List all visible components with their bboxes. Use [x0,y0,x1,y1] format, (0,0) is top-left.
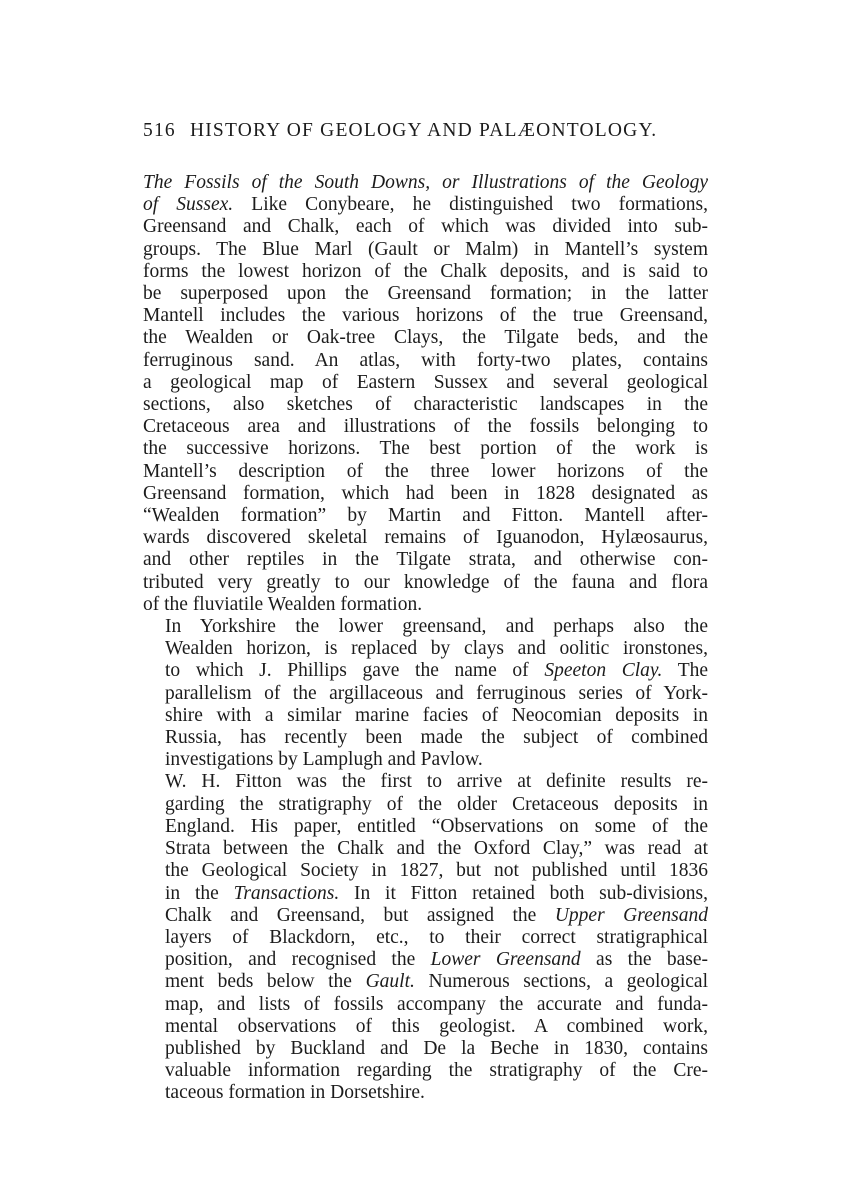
text-line [143,1082,708,1104]
italic-text: Gault. [365,971,415,993]
text-run: The [662,660,709,682]
paragraph [143,771,708,1104]
book-page [143,118,708,1105]
text-line [143,549,708,571]
text-run: W. H. Fitton was the first to arrive at definite results re- [165,771,708,793]
italic-text: The Fossils of the South Downs, or Illustrations of the Geology [143,172,708,193]
text-line [143,705,708,727]
text-line [143,794,708,816]
italic-text: Transactions. [233,882,340,904]
text-line [143,416,708,438]
text-run: layers of Blackdorn, etc., to their correct stratigraphical [165,926,708,948]
text-line [143,616,708,638]
text-run: garding the stratigraphy of the older Cretaceous deposits in [165,793,708,815]
text-run: shire with a similar marine facies of Neocomian deposits in [165,704,708,726]
text-run: Greensand and Chalk, each of which was divided into sub- [143,216,708,238]
body-text [143,172,708,1105]
text-line [143,927,708,949]
text-run: as the base- [580,949,708,971]
text-line [143,594,708,616]
text-run: map, and lists of fossils accompany the accurate and funda- [165,993,708,1015]
text-run: investigations by Lamplugh and Pavlow. [165,749,483,771]
text-run: the Geological Society in 1827, but not published until 1836 [165,860,708,882]
text-run: Like Conybeare, he distinguished two formations, [233,194,708,216]
text-run: Cretaceous area and illustrations of the fossils belonging to [143,416,708,438]
text-line [143,971,708,993]
text-line [143,305,708,327]
text-line [143,949,708,971]
text-run: the successive horizons. The best portion of the work is [143,438,708,460]
text-run: Wealden horizon, is replaced by clays and oolitic ironstones, [165,638,708,660]
text-line [143,483,708,505]
paragraph [143,172,708,616]
text-run: ment beds below the [165,971,366,993]
text-run: published by Buckland and De la Beche in 1830, contains [165,1037,708,1059]
text-run: wards discovered skeletal remains of Iguanodon, Hylæosaurus, [143,527,708,549]
text-run: Russia, has recently been made the subject of combined [165,727,708,749]
text-line [143,194,708,216]
text-run: valuable information regarding the stratigraphy of the Cre- [165,1060,708,1082]
text-line [143,461,708,483]
text-run: of the fluviatile Wealden formation. [143,593,423,615]
text-run: and other reptiles in the Tilgate strata, and otherwise con- [143,549,708,571]
text-line [143,572,708,594]
text-run: taceous formation in Dorsetshire. [165,1082,425,1104]
text-run: Mantell’s description of the three lower horizons of the [143,460,708,482]
text-line [143,771,708,793]
text-line [143,438,708,460]
italic-text: Upper Greensand [554,904,709,926]
text-line [143,727,708,749]
text-run: mental observations of this geologist. A combined work, [165,1015,708,1037]
text-line [143,994,708,1016]
text-run: sections, also sketches of characteristic landscapes in the [143,394,708,416]
text-line [143,283,708,305]
text-line [143,816,708,838]
text-line [143,172,708,194]
text-line [143,749,708,771]
page-number: 516 [143,120,176,141]
text-run: groups. The Blue Marl (Gault or Malm) in Mantell’s system [143,238,708,260]
text-line [143,527,708,549]
text-line [143,505,708,527]
paragraph [143,616,708,771]
text-run: ferruginous sand. An atlas, with forty-two plates, contains [143,349,708,371]
text-run: In Yorkshire the lower greensand, and perhaps also the [165,616,708,638]
text-run: Greensand formation, which had been in 1828 designated as [143,482,708,504]
text-run: to which J. Phillips gave the name of [165,660,545,682]
text-run: position, and recognised the [165,949,431,971]
text-line [143,905,708,927]
text-run: the Wealden or Oak-tree Clays, the Tilgate beds, and the [143,327,708,349]
text-line [143,327,708,349]
text-run: tributed very greatly to our knowledge of the fauna and flora [143,571,708,593]
text-run: Strata between the Chalk and the Oxford Clay,” was read at [165,838,708,860]
text-line [143,394,708,416]
text-run: be superposed upon the Greensand formation; in the latter [143,283,708,305]
running-title: HISTORY OF GEOLOGY AND PALÆONTOLOGY. [189,120,658,141]
text-line [143,1060,708,1082]
text-line [143,860,708,882]
text-run: Mantell includes the various horizons of the true Greensand, [143,305,708,327]
text-line [143,683,708,705]
text-line [143,372,708,394]
text-run: a geological map of Eastern Sussex and several geological [143,371,708,393]
text-run: forms the lowest horizon of the Chalk deposits, and is said to [143,260,708,282]
italic-text: of Sussex. [143,194,234,216]
text-run: England. His paper, entitled “Observations on some of the [165,815,708,837]
text-line [143,883,708,905]
text-line [143,239,708,261]
text-run: “Wealden formation” by Martin and Fitton. Mantell after- [143,505,708,527]
text-line [143,216,708,238]
text-line [143,838,708,860]
italic-text: Speeton Clay. [544,660,663,682]
text-run: parallelism of the argillaceous and ferruginous series of York- [165,682,708,704]
text-run: in the [165,882,234,904]
text-line [143,261,708,283]
text-line [143,350,708,372]
text-run: In it Fitton retained both sub-divisions, [339,882,708,904]
text-run: Numerous sections, a geological [414,971,709,993]
text-line [143,1016,708,1038]
italic-text: Lower Greensand [430,949,581,971]
text-line [143,638,708,660]
running-head [143,118,708,144]
text-run: Chalk and Greensand, but assigned the [165,904,555,926]
text-line [143,660,708,682]
text-line [143,1038,708,1060]
